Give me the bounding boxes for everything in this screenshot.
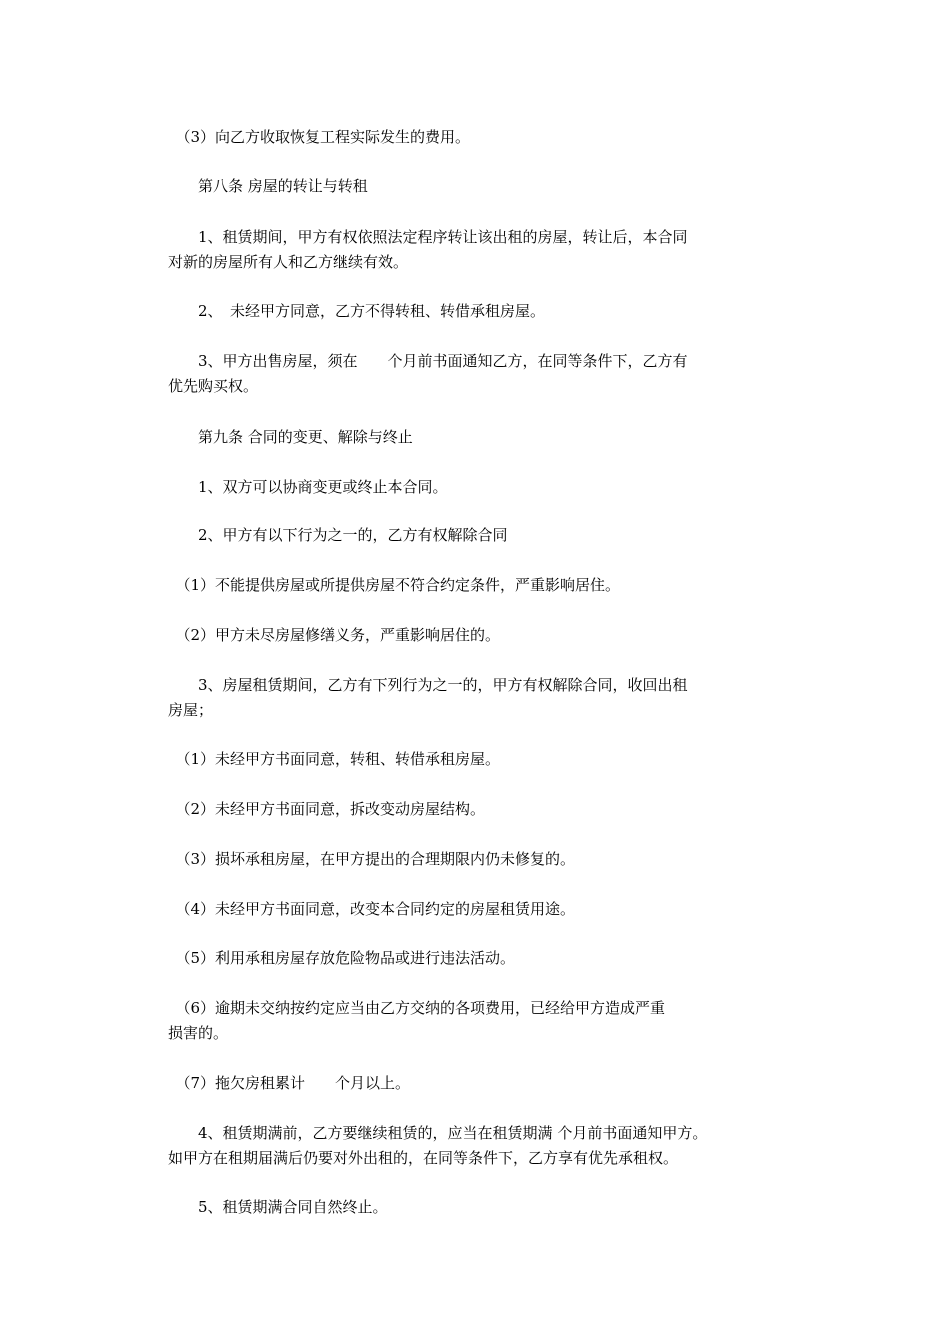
paragraph-article-9-1: 1、双方可以协商变更或终止本合同。: [168, 478, 448, 496]
heading-article-8: 第八条 房屋的转让与转租: [168, 177, 368, 195]
paragraph-article-9-2-1: （1）不能提供房屋或所提供房屋不符合约定条件，严重影响居住。: [168, 576, 621, 594]
paragraph-article-9-2: 2、甲方有以下行为之一的，乙方有权解除合同: [168, 526, 508, 544]
paragraph-article-8-1-line2: 对新的房屋所有人和乙方继续有效。: [168, 253, 409, 271]
paragraph-article-9-3-line2: 房屋；: [168, 701, 214, 719]
paragraph-article-9-3-6-line2: 损害的。: [168, 1024, 229, 1042]
paragraph-article-8-2: 2、 未经甲方同意，乙方不得转租、转借承租房屋。: [168, 302, 546, 320]
paragraph-article-9-3-line1: 3、房屋租赁期间，乙方有下列行为之一的，甲方有权解除合同，收回出租: [168, 676, 688, 694]
paragraph-article-8-3-line2: 优先购买权。: [168, 377, 259, 395]
paragraph-article-8-3-line1: 3、甲方出售房屋，须在 个月前书面通知乙方，在同等条件下，乙方有: [168, 352, 688, 370]
paragraph-clause-7-3: （3）向乙方收取恢复工程实际发生的费用。: [168, 128, 471, 146]
paragraph-article-9-3-7: （7）拖欠房租累计 个月以上。: [168, 1074, 411, 1092]
paragraph-article-9-3-1: （1）未经甲方书面同意，转租、转借承租房屋。: [168, 750, 501, 768]
paragraph-article-9-4-line1: 4、租赁期满前，乙方要继续租赁的，应当在租赁期满 个月前书面通知甲方。: [168, 1124, 708, 1142]
paragraph-article-9-4-line2: 如甲方在租期届满后仍要对外出租的，在同等条件下，乙方享有优先承租权。: [168, 1149, 679, 1167]
heading-article-9: 第九条 合同的变更、解除与终止: [168, 428, 413, 446]
paragraph-article-9-3-5: （5）利用承租房屋存放危险物品或进行违法活动。: [168, 949, 516, 967]
paragraph-article-9-2-2: （2）甲方未尽房屋修缮义务，严重影响居住的。: [168, 626, 501, 644]
paragraph-article-9-3-4: （4）未经甲方书面同意，改变本合同约定的房屋租赁用途。: [168, 900, 576, 918]
paragraph-article-8-1-line1: 1、租赁期间，甲方有权依照法定程序转让该出租的房屋，转让后，本合同: [168, 228, 688, 246]
paragraph-article-9-3-2: （2）未经甲方书面同意，拆改变动房屋结构。: [168, 800, 486, 818]
paragraph-article-9-3-6-line1: （6）逾期未交纳按约定应当由乙方交纳的各项费用，已经给甲方造成严重: [168, 999, 666, 1017]
paragraph-article-9-3-3: （3）损坏承租房屋，在甲方提出的合理期限内仍未修复的。: [168, 850, 576, 868]
paragraph-article-9-5: 5、租赁期满合同自然终止。: [168, 1198, 388, 1216]
